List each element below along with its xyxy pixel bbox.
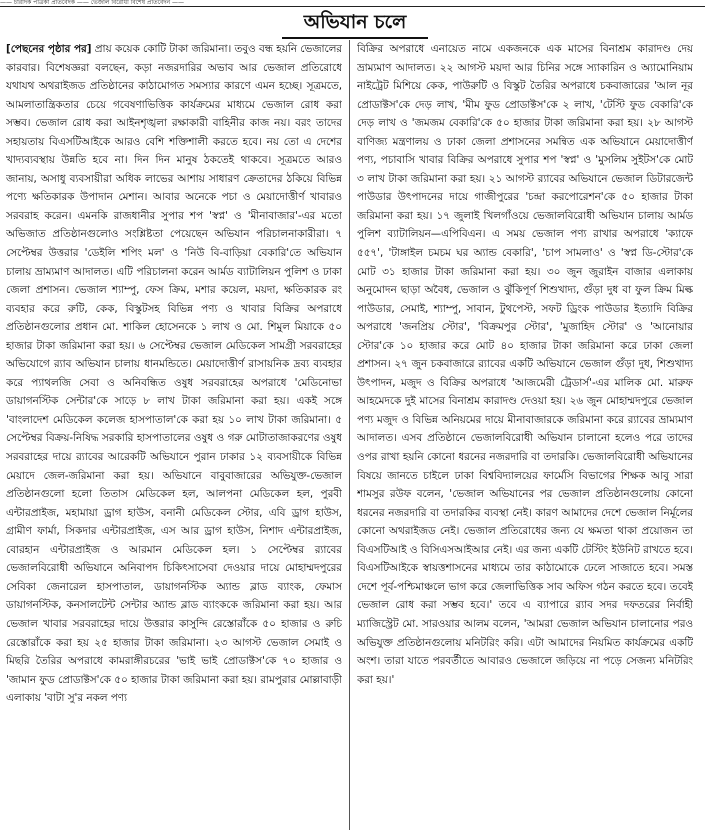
article-column-right bbox=[357, 40, 693, 830]
column-divider bbox=[349, 40, 350, 830]
right-column-body: বিক্রির অপরাধে এনায়েত নামে একজনকে এক মাসের বিনাশ্রম কারাদণ্ড দেয় ভ্রাম্যমাণ আদালত। ২২ আগস্ট ময়দা আর চিনির সঙ্গে স্যাকারিন ও অ্যামোনিয়াম নাইট্রেট মিশিয়ে কেক, পাউরুটি ও বিস্কুট তৈরির অপরাধে চকবাজারের 'আল নূর প্রোডাক্টস'কে দেড় লাখ, 'মীম ফুড প্রোডাক্টস'কে ২ লাখ, 'টেস্টি ফুড বেকারি'কে দেড় লাখ ও 'জমজম বেকারি'কে ৫০ হাজার টাকা জরিমানা করা হয়। ২৮ আগস্ট বাণিজ্য মন্ত্রণালয় ও ঢাকা জেলা প্রশাসনের সমন্বিত এক অভিযানে মেয়াদোত্তীর্ণ পণ্য, পচাবাসি খাবার বিক্রির অপরাধে সুপার শপ 'স্বপ্ন' ও 'মুসলিম সুইটস'কে মোট ৩ লাখ টাকা জরিমানা করা হয়। ২১ আগস্ট র‌্যাবের অভিযানে ভেজাল ডিটারজেন্ট পাউডার উৎপাদনের দায়ে গাজীপুরের 'চন্দ্রা করপোরেশন'কে ৫০ হাজার টাকা জরিমানা করা হয়। ১৭ জুলাই খিলগাঁওয়ে ভেজালবিরোধী অভিযান চালায় আর্মড পুলিশ ব্যাটালিয়ন—এপিবিএন। এ সময় ভেজাল পণ্য রাখার অপরাধে 'ক্যাফে ৫৫৭', 'টাঙ্গাইল চমচম ঘর অ্যান্ড বেকারি', 'চাপ সামলাও' ও 'স্বপ্ন ডি-স্টোর'কে মোট ৩১ হাজার টাকা জরিমানা করা হয়। ৩০ জুন জুরাইন বাজার এলাকায় অনুমোদন ছাড়া অবৈধ, ভেজাল ও ঝুঁকিপূর্ণ শিশুখাদ্য, গুঁড়া দুধ বা ফুল ক্রিম মিল্ক পাউডার, সেমাই, শ্যাম্পু, সাবান, টুথপেস্ট, সফট ড্রিংক পাউডার ইত্যাদি বিক্রির অপরাধে 'জনপ্রিয় স্টোর', 'বিক্রমপুর স্টোর', 'মুজাহিদ স্টোর' ও 'আনোয়ার স্টোর'কে ১০ হাজার করে মোট ৪০ হাজার টাকা জরিমানা করে ঢাকা জেলা প্রশাসন। ২৭ জুন চকবাজারে র‌্যাবের একটি অভিযানে ভেজাল গুঁড়া দুধ, শিশুখাদ্য উৎপাদন, মজুদ ও বিক্রির অপরাধে 'আজমেরী ট্রেডার্স'-এর মালিক মো. মারুফ আহমেদকে দুই মাসের বিনাশ্রম কারাদণ্ড দেওয়া হয়। ২৬ জুন মোহাম্মদপুরে ভেজাল পণ্য মজুদ ও বিভিন্ন অনিয়মের দায়ে মীনাবাজারকে জরিমানা করে র‌্যাবের ভ্রাম্যমাণ আদালত। এসব প্রতিষ্ঠানে ভেজালবিরোধী অভিযান চালানো হলেও পরে তাদের ওপর রাখা হয়নি কোনো ধরনের নজরদারি বা তদারকি। ভেজালবিরোধী অভিযানের বিষয়ে জানতে চাইলে ঢাকা বিশ্ববিদ্যালয়ের ফার্মেসি বিভাগের শিক্ষক আবু সারা শামসুর রউফ বলেন, 'ভেজাল অভিযানের পর ভেজাল প্রতিষ্ঠানগুলোয় কোনো ধরনের নজরদারি বা তদারকির ব্যবস্থা নেই। কারণ আমাদের দেশে ভেজাল নির্মূলের কোনো অথরাইজড নেই। ভেজাল প্রতিরোধের জন্য যে ক্ষমতা থাকা প্রয়োজন তা বিএসটিআই ও বিসিএসআইআর নেই। এর জন্য একটি টেস্টিং ইউনিট রাখতে হবে। বিএসটিআইকে স্বায়ত্তশাসনের মাধ্যমে তার কাঠামোকে ঢেলে সাজাতে হবে। সমস্ত দেশে পূর্ব-পশ্চিমাঞ্চলে ভাগ করে জেলাভিত্তিক সাব অফিস গঠন করতে হবে। তবেই ভেজাল রোধ করা সম্ভব হবে।' তবে এ ব্যাপারে র‌্যাব সদর দফতরের নির্বাহী ম্যাজিস্ট্রেট মো. সারওয়ার আলম বলেন, 'আমরা ভেজাল অভিযান চালানোর পরও অভিযুক্ত প্রতিষ্ঠানগুলোয় মনিটরিং করি। এটা আমাদের নিয়মিত কার্যক্রমের একটি অংশ। তারা যাতে পরবর্তীতে আবারও ভেজালে জড়িয়ে না পড়ে সেজন্য মনিটরিং করা হয়।' bbox=[357, 43, 693, 686]
continuation-label: [পেছনের পৃষ্ঠার পর] bbox=[6, 43, 92, 55]
left-column-body: প্রায় কয়েক কোটি টাকা জরিমানা। তবুও বন্ধ হয়নি ভেজালের কারবার। বিশেষজ্ঞরা বলছেন, কড়া নজরদারির অভাব আর ভেজাল প্রতিরোধে যথাযথ অথরাইজড প্রতিষ্ঠানের কাঠামোগত সমস্যার কারণে এমন হচ্ছে। সূত্রমতে, আমলাতান্ত্রিকতার চেয়ে গবেষণাভিত্তিক কার্যক্রমের মাধ্যমে ভেজাল রোধ করা সম্ভব। ভেজাল রোধ করা আইনশৃঙ্খলা রক্ষাকারী বাহিনীর কাজ নয়। বরং তাদের সহায়তায় বিএসটিআইকে আরও বেশি শক্তিশালী করতে হবে। নয় তো এ দেশের খাদ্যব্যবস্থায় উন্নতি হবে না। দিন দিন মানুষ ঠকতেই থাকবে। সূত্রমতে আরও জানায়, অসাধু ব্যবসায়ীরা অধিক লাভের আশায় সাধারণ ক্রেতাদের ঠকিয়ে বিভিন্ন পণ্যে ক্ষতিকারক উপাদান মেশান। আবার অনেকে পচা ও মেয়াদোত্তীর্ণ খাবারও সরবরাহ করেন। এমনকি রাজধানীর সুপার শপ 'স্বপ্ন' ও 'মীনাবাজার'-এর মতো অভিজাত প্রতিষ্ঠানগুলোও সংশ্লিষ্টতা পেয়েছেন অভিযান পরিচালনাকারীরা। ৭ সেপ্টেম্বর উত্তরার 'ডেইলি শপিং মল' ও 'নিউ বি-বাড়িয়া বেকারি'তে অভিযান চালায় ভ্রাম্যমাণ আদালত। এটি পরিচালনা করেন আর্মড ব্যাটালিয়ন পুলিশ ও ঢাকা জেলা প্রশাসন। ভেজাল শ্যাম্পু, ফেস ক্রিম, মশার কয়েল, ময়দা, ক্ষতিকারক রং ব্যবহার করে রুটি, কেক, বিস্কুটসহ বিভিন্ন পণ্য ও খাবার বিক্রির অপরাধে প্রতিষ্ঠানগুলোর প্রধান মো. শাকিল হোসেনকে ১ লাখ ও মো. শিমুল মিয়াকে ৫০ হাজার টাকা জরিমানা করা হয়। ৬ সেপ্টেম্বর ভেজাল মেডিকেল সামগ্রী সরবরাহের অভিযোগে র‌্যাব অভিযান চালায় ধানমন্ডিতে। মেয়াদোত্তীর্ণ রাসায়নিক দ্রব্য ব্যবহার করে প্যাথলজি সেবা ও অনিবন্ধিত ওষুধ সরবরাহের অপরাধে 'মেডিনোভা ডায়াগনস্টিক সেন্টার'কে সাড়ে ৮ লাখ টাকা জরিমানা করা হয়। একই সঙ্গে 'বাংলাদেশ মেডিকেল কলেজ হাসপাতাল'কে করা হয় ১০ লাখ টাকা জরিমানা। ৫ সেপ্টেম্বর বিক্রয়-নিষিদ্ধ সরকারি হাসপাতালের ওষুধ ও গরু মোটাতাজাকরণের ওষুধ সরবরাহের দায়ে র‌্যাবের আরেকটি অভিযানে পুরান ঢাকার ১২ ব্যবসায়ীকে বিভিন্ন মেয়াদে জেল-জরিমানা করা হয়। অভিযানে বাবুবাজারের অভিযুক্ত-ভেজাল প্রতিষ্ঠানগুলো হলো তিতাস মেডিকেল হল, আলপনা মেডিকেল হল, পুরবী এন্টারপ্রাইজ, মহামায়া ড্রাগ হাউস, বনানী মেডিকেল স্টোর, এবি ড্রাগ হাউস, গ্রামীণ ফার্মা, সিকদার এন্টারপ্রাইজ, এস আর ড্রাগ হাউস, নিশাদ এন্টারপ্রাইজ, বোরহান এন্টারপ্রাইজ ও আরমান মেডিকেল হল। ১ সেপ্টেম্বর র‌্যাবের ভেজালবিরোধী অভিযানে অনিবাপদ চিকিৎসাসেবা দেওয়ার দায়ে মোহাম্মদপুরের সেবিকা জেনারেল হাসপাতাল, ডায়াগনস্টিক অ্যান্ড ব্লাড ব্যাংক, ফেমাস ডায়াগনস্টিক, কনসালটেন্ট সেন্টার অ্যান্ড ব্লাড ব্যাংককে জরিমানা করা হয়। আর ভেজাল খাবার সরবরাহের দায়ে উত্তরার কাসুন্দি রেস্তোরাঁকে ৫০ হাজার ও রুচি রেস্তোরাঁকে করা হয় ২৫ হাজার টাকা জরিমানা। ২৩ আগস্ট ভেজাল সেমাই ও মিছরি তৈরির অপরাধে কামরাঙ্গীরচরের 'ভাই ভাই প্রোডাক্টস'কে ৭০ হাজার ও 'জামান ফুড প্রোডাক্টস'কে ৫০ হাজার টাকা জরিমানা করা হয়। রামপুরার মোল্লাবাড়ী এলাকায় 'বাটা সু'র নকল পণ্য bbox=[6, 43, 342, 705]
article-column-left bbox=[6, 40, 342, 830]
article-headline: অভিযান চলে bbox=[282, 7, 428, 39]
top-strip-text: —— চারদিক পত্রিকা প্রতিবেদক —— ভেজাল বিরোধী বিশেষ প্রতিবেদন —— bbox=[0, 0, 705, 7]
